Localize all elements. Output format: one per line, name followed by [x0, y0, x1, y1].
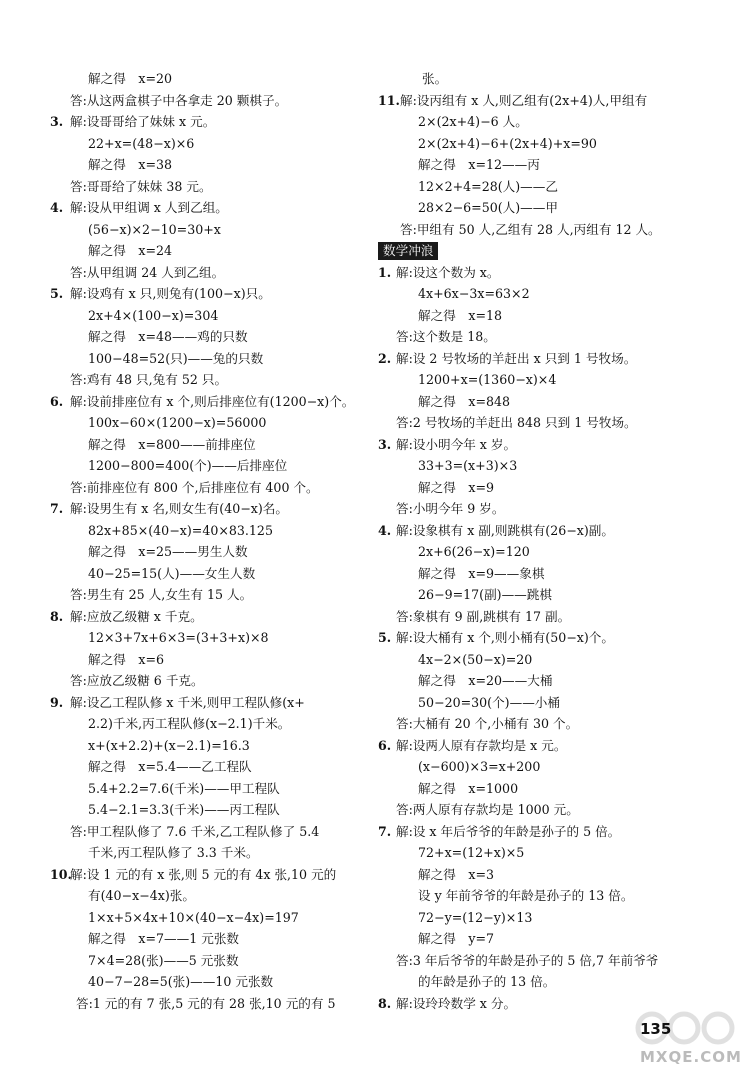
line-text: 解:设小明今年 x 岁。	[396, 436, 517, 452]
text-line	[50, 950, 368, 972]
text-line	[50, 197, 368, 219]
problem-number: 7.	[50, 501, 64, 516]
line-text: 解之得 x=1000	[418, 780, 519, 796]
line-text: 解之得 x=25——男生人数	[88, 544, 248, 559]
line-text: 解之得 x=9——象棋	[418, 565, 545, 581]
text-line	[378, 864, 708, 886]
text-line	[50, 756, 368, 778]
section-badge: 数学冲浪	[378, 242, 438, 260]
text-line	[378, 477, 708, 499]
line-text: 40−25=15(人)——女生人数	[88, 565, 256, 581]
line-text: 答:甲工程队修了 7.6 千米,乙工程队修了 5.4	[70, 823, 320, 839]
line-text: 解:设大桶有 x 个,则小桶有(50−x)个。	[396, 630, 614, 645]
line-text: 5.4−2.1=3.3(千米)——丙工程队	[88, 802, 280, 817]
text-line	[50, 176, 368, 198]
line-text: 解:设 2 号牧场的羊赶出 x 只到 1 号牧场。	[396, 350, 637, 366]
line-text: 2×(2x+4)−6+(2x+4)+x=90	[418, 135, 597, 151]
line-text: 答:大桶有 20 个,小桶有 30 个。	[396, 716, 579, 731]
text-line	[50, 477, 368, 499]
line-text: 解之得 x=20——大桶	[418, 673, 553, 688]
text-line	[378, 756, 708, 778]
text-line	[378, 907, 708, 929]
text-line	[50, 606, 368, 628]
line-text: 解之得 x=5.4——乙工程队	[88, 759, 252, 774]
text-line	[50, 713, 368, 735]
problem-number: 3.	[378, 436, 392, 452]
text-line	[378, 842, 708, 864]
text-line	[50, 219, 368, 241]
line-text: 答:2 号牧场的羊赶出 848 只到 1 号牧场。	[396, 415, 637, 430]
line-text: 5.4+2.2=7.6(千米)——甲工程队	[88, 780, 280, 796]
line-text: 2x+6(26−x)=120	[418, 544, 530, 559]
text-line	[50, 670, 368, 692]
text-line	[50, 283, 368, 305]
text-line	[378, 692, 708, 714]
text-line	[378, 584, 708, 606]
text-line	[378, 541, 708, 563]
text-line	[50, 993, 368, 1015]
problem-number: 1.	[378, 264, 392, 280]
line-text: 千米,丙工程队修了 3.3 千米。	[88, 845, 259, 860]
line-text: 解:设玲玲数学 x 分。	[396, 995, 517, 1011]
text-line	[50, 735, 368, 757]
text-line	[378, 778, 708, 800]
problem-number: 9.	[50, 694, 64, 710]
line-text: 解之得 x=12——丙	[418, 157, 540, 172]
text-line	[50, 627, 368, 649]
text-line	[378, 369, 708, 391]
line-text: (56−x)×2−10=30+x	[88, 221, 221, 237]
problem-number: 4.	[378, 522, 392, 538]
text-line	[50, 391, 368, 413]
problem-number: 5.	[378, 630, 392, 645]
text-line	[50, 498, 368, 520]
text-line	[378, 649, 708, 671]
text-line	[378, 735, 708, 757]
text-line	[378, 176, 708, 198]
text-line	[378, 670, 708, 692]
left-column	[50, 68, 368, 1014]
text-line	[50, 90, 368, 112]
text-line	[50, 520, 368, 542]
text-line	[378, 498, 708, 520]
line-text: 解:设丙组有 x 人,则乙组有(2x+4)人,甲组有	[400, 92, 648, 108]
line-text: 解之得 x=24	[88, 243, 173, 258]
text-line	[50, 842, 368, 864]
problem-number: 8.	[378, 995, 392, 1011]
line-text: 解:设这个数为 x。	[396, 264, 500, 280]
line-text: 解:设哥哥给了妹妹 x 元。	[70, 114, 216, 129]
line-text: 解:设男生有 x 名,则女生有(40−x)名。	[70, 501, 288, 516]
line-text: 22+x=(48−x)×6	[88, 135, 195, 151]
text-line	[50, 305, 368, 327]
line-text: 解之得 x=848	[418, 393, 511, 409]
line-text: 26−9=17(副)——跳棋	[418, 587, 552, 602]
text-line	[50, 649, 368, 671]
line-text: 答:这个数是 18。	[396, 329, 496, 344]
line-text: 解之得 x=6	[88, 651, 165, 667]
line-text: x+(x+2.2)+(x−2.1)=16.3	[88, 737, 250, 753]
text-line	[378, 133, 708, 155]
text-line	[378, 219, 708, 241]
line-text: 解之得 x=800——前排座位	[88, 436, 256, 452]
text-line	[50, 326, 368, 348]
line-text: 答:前排座位有 800 个,后排座位有 400 个。	[70, 479, 319, 495]
text-line	[50, 778, 368, 800]
text-line	[50, 154, 368, 176]
text-line	[378, 283, 708, 305]
line-text: 张。	[422, 71, 448, 86]
text-line	[50, 68, 368, 90]
text-line	[50, 262, 368, 284]
text-line	[50, 885, 368, 907]
text-line	[378, 606, 708, 628]
text-line	[378, 971, 708, 993]
line-text: 解:设前排座位有 x 个,则后排座位有(1200−x)个。	[70, 393, 355, 409]
line-text: 28×2−6=50(人)——甲	[418, 200, 558, 215]
text-line	[378, 520, 708, 542]
text-line	[50, 821, 368, 843]
line-text: 100−48=52(只)——兔的只数	[88, 350, 264, 366]
text-line	[378, 821, 708, 843]
text-line	[378, 928, 708, 950]
line-text: 答:从这两盒棋子中各拿走 20 颗棋子。	[70, 92, 288, 108]
text-line	[50, 971, 368, 993]
line-text: 2x+4×(100−x)=304	[88, 307, 219, 323]
text-line	[378, 885, 708, 907]
line-text: 7×4=28(张)——5 元张数	[88, 952, 239, 968]
problem-number: 7.	[378, 823, 392, 839]
problem-number: 3.	[50, 114, 64, 129]
line-text: 100x−60×(1200−x)=56000	[88, 415, 267, 430]
text-line	[50, 799, 368, 821]
text-line	[50, 434, 368, 456]
line-text: 12×2+4=28(人)——乙	[418, 178, 558, 194]
line-text: 解:设 x 年后爷爷的年龄是孙子的 5 倍。	[396, 823, 621, 839]
line-text: 答:应放乙级糖 6 千克。	[70, 673, 204, 688]
text-line	[50, 541, 368, 563]
text-line	[378, 348, 708, 370]
text-line	[378, 326, 708, 348]
text-line	[378, 950, 708, 972]
line-text: 解:设鸡有 x 只,则兔有(100−x)只。	[70, 286, 271, 301]
line-text: 解之得 x=38	[88, 157, 173, 172]
problem-number: 6.	[378, 737, 392, 753]
text-line	[50, 240, 368, 262]
line-text: 解:设象棋有 x 副,则跳棋有(26−x)副。	[396, 522, 614, 538]
line-text: 答:3 年后爷爷的年龄是孙子的 5 倍,7 年前爷爷	[396, 952, 659, 968]
text-line	[50, 907, 368, 929]
line-text: 解:设两人原有存款均是 x 元。	[396, 737, 567, 753]
line-text: 答:小明今年 9 岁。	[396, 501, 505, 516]
text-line	[378, 434, 708, 456]
problem-number: 10.	[50, 866, 72, 882]
problem-number: 11.	[378, 92, 400, 108]
text-line	[378, 111, 708, 133]
line-text: 72+x=(12+x)×5	[418, 845, 525, 860]
line-text: 1200−800=400(个)——后排座位	[88, 458, 288, 473]
line-text: 解之得 x=20	[88, 71, 173, 86]
text-line	[378, 455, 708, 477]
text-line	[378, 68, 708, 90]
text-line	[378, 412, 708, 434]
text-line	[378, 627, 708, 649]
text-line	[378, 90, 708, 112]
text-line	[50, 412, 368, 434]
line-text: (x−600)×3=x+200	[418, 759, 541, 774]
text-line	[50, 563, 368, 585]
text-line	[50, 369, 368, 391]
line-text: 4x−2×(50−x)=20	[418, 651, 533, 667]
line-text: 答:象棋有 9 副,跳棋有 17 副。	[396, 608, 571, 624]
line-text: 解:设 1 元的有 x 张,则 5 元的有 4x 张,10 元的	[70, 866, 337, 882]
problem-number: 2.	[378, 350, 392, 366]
line-text: 解之得 x=7——1 元张数	[88, 931, 240, 946]
text-line	[378, 305, 708, 327]
line-text: 答:鸡有 48 只,兔有 52 只。	[70, 372, 228, 387]
section-badge-line	[378, 240, 708, 262]
line-text: 1×x+5×4x+10×(40−x−4x)=197	[88, 909, 299, 925]
line-text: 解:应放乙级糖 x 千克。	[70, 608, 203, 624]
text-line	[378, 154, 708, 176]
line-text: 4x+6x−3x=63×2	[418, 286, 530, 301]
line-text: 1200+x=(1360−x)×4	[418, 372, 557, 387]
line-text: 答:1 元的有 7 张,5 元的有 28 张,10 元的有 5	[76, 995, 336, 1011]
line-text: 解之得 x=3	[418, 866, 495, 882]
line-text: 33+3=(x+3)×3	[418, 458, 518, 473]
line-text: 72−y=(12−y)×13	[418, 909, 533, 925]
line-text: 答:两人原有存款均是 1000 元。	[396, 802, 579, 817]
text-line	[50, 864, 368, 886]
line-text: 有(40−x−4x)张。	[88, 888, 195, 903]
line-text: 的年龄是孙子的 13 倍。	[418, 974, 556, 989]
line-text: 解之得 y=7	[418, 931, 495, 946]
line-text: 解之得 x=9	[418, 479, 495, 495]
text-line	[50, 133, 368, 155]
text-line	[50, 455, 368, 477]
line-text: 设 y 年前爷爷的年龄是孙子的 13 倍。	[418, 888, 634, 903]
line-text: 解:设从甲组调 x 人到乙组。	[70, 200, 228, 215]
text-line	[378, 799, 708, 821]
text-line	[378, 563, 708, 585]
line-text: 答:哥哥给了妹妹 38 元。	[70, 178, 212, 194]
line-text: 解之得 x=18	[418, 307, 503, 323]
text-line	[378, 713, 708, 735]
line-text: 答:男生有 25 人,女生有 15 人。	[70, 587, 253, 602]
line-text: 2×(2x+4)−6 人。	[418, 114, 528, 129]
line-text: 40−7−28=5(张)——10 元张数	[88, 974, 274, 989]
line-text: 解:设乙工程队修 x 千米,则甲工程队修(x+	[70, 694, 305, 710]
text-line	[50, 928, 368, 950]
page-number: 135	[640, 1020, 672, 1038]
line-text: 解之得 x=48——鸡的只数	[88, 329, 248, 344]
right-column	[378, 68, 708, 1014]
line-text: 2.2)千米,丙工程队修(x−2.1)千米。	[88, 716, 291, 731]
line-text: 答:从甲组调 24 人到乙组。	[70, 264, 225, 280]
text-line	[50, 692, 368, 714]
line-text: 12×3+7x+6×3=(3+3+x)×8	[88, 630, 269, 645]
problem-number: 4.	[50, 200, 64, 215]
line-text: 82x+85×(40−x)=40×83.125	[88, 522, 273, 538]
text-line	[50, 584, 368, 606]
text-line	[378, 391, 708, 413]
problem-number: 5.	[50, 286, 64, 301]
line-text: 答:甲组有 50 人,乙组有 28 人,丙组有 12 人。	[400, 221, 661, 237]
text-line	[50, 111, 368, 133]
text-line	[378, 262, 708, 284]
text-line	[378, 197, 708, 219]
problem-number: 6.	[50, 393, 64, 409]
text-line	[50, 348, 368, 370]
watermark-text: MXQE.COM	[640, 1048, 742, 1066]
problem-number: 8.	[50, 608, 64, 624]
line-text: 50−20=30(个)——小桶	[418, 694, 560, 710]
